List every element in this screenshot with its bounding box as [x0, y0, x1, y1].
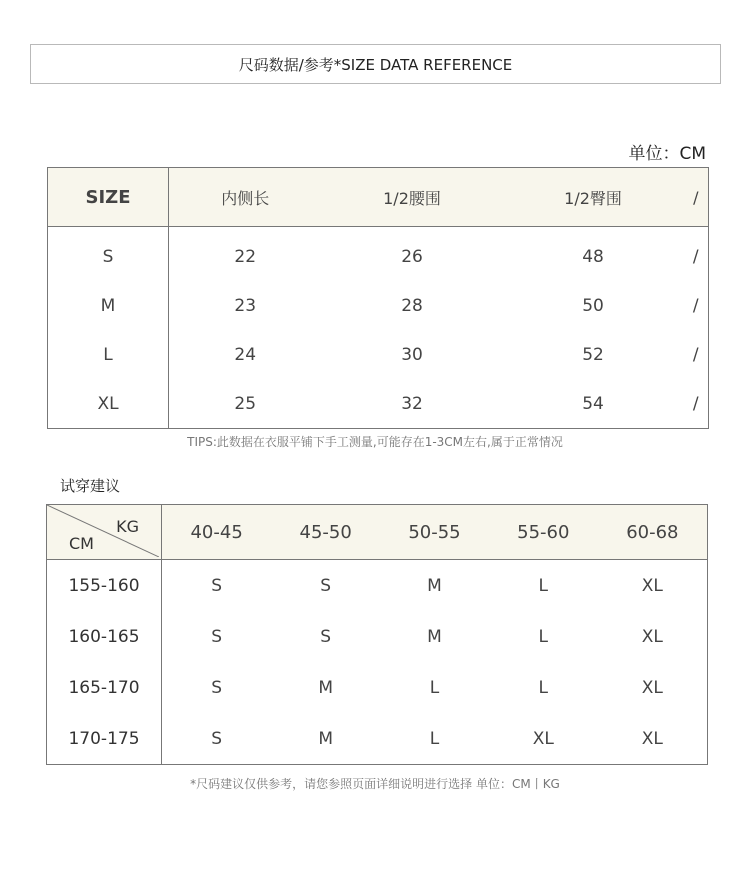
size-header: SIZE [48, 168, 169, 227]
size-cell: M [48, 281, 169, 330]
suggested-size-cell: L [429, 728, 440, 749]
suggested-size-cell: M [427, 626, 442, 647]
half-waist-header: 1/2腰围 [322, 168, 503, 227]
half-hip-header: 1/2臀围 [503, 168, 684, 227]
blank-cell: / [692, 393, 699, 414]
half-waist-cell: 30 [401, 344, 423, 365]
suggested-size-cell: L [429, 677, 440, 698]
suggested-size-cell: S [211, 626, 223, 647]
table-row [48, 281, 709, 330]
suggested-size-cell: XL [641, 626, 663, 647]
size-data-table [47, 167, 709, 429]
size-table-header-row [48, 168, 709, 227]
height-range-cell: 160-165 [47, 611, 162, 662]
suggested-size-cell: XL [641, 677, 663, 698]
height-range-cell: 165-170 [47, 662, 162, 713]
suggested-size-cell: S [320, 575, 332, 596]
suggested-size-cell: M [318, 728, 334, 749]
unit-label: 单位：CM [628, 144, 706, 164]
inseam-header: 内侧长 [169, 168, 322, 227]
suggested-size-cell: S [320, 626, 332, 647]
table-row [47, 560, 708, 612]
weight-range-header: 50-55 [380, 505, 489, 560]
half-waist-cell: 28 [401, 295, 423, 316]
blank-cell: / [692, 246, 699, 267]
corner-header-cell [47, 505, 162, 560]
suggested-size-cell: M [427, 575, 442, 596]
suggested-size-cell: S [211, 728, 223, 749]
table-row [47, 611, 708, 662]
weight-range-header: 40-45 [162, 505, 272, 560]
inseam-cell: 23 [234, 295, 257, 316]
height-range-cell: 155-160 [47, 560, 162, 612]
table-row [48, 227, 709, 282]
blank-header: / [684, 168, 709, 227]
inseam-cell: 24 [234, 344, 257, 365]
size-cell: L [48, 330, 169, 379]
weight-axis-label: KG [116, 517, 139, 536]
measurement-tips: TIPS:此数据在衣服平铺下手工测量,可能存在1-3CM左右,属于正常情况 [187, 435, 563, 449]
size-cell: XL [48, 379, 169, 429]
blank-cell: / [692, 344, 699, 365]
inseam-cell: 25 [234, 393, 257, 414]
table-row [48, 379, 709, 429]
suggested-size-cell: L [538, 575, 549, 596]
suggested-size-cell: XL [532, 728, 554, 749]
blank-cell: / [692, 295, 699, 316]
fitting-table-header-row [47, 505, 708, 560]
table-row [48, 330, 709, 379]
suggested-size-cell: XL [641, 728, 663, 749]
suggested-size-cell: L [538, 677, 549, 698]
suggested-size-cell: L [538, 626, 549, 647]
half-waist-cell: 32 [401, 393, 423, 414]
weight-range-header: 45-50 [271, 505, 380, 560]
size-cell: S [48, 227, 169, 282]
table-row [47, 662, 708, 713]
diagonal-divider [47, 505, 159, 557]
fitting-suggestion-table [46, 504, 708, 765]
page-title [30, 44, 721, 84]
half-hip-cell: 50 [582, 295, 604, 316]
height-axis-label: CM [69, 534, 94, 553]
suggested-size-cell: S [211, 575, 223, 596]
half-waist-cell: 26 [401, 246, 423, 267]
weight-range-header: 55-60 [489, 505, 598, 560]
inseam-cell: 22 [234, 246, 257, 267]
suggested-size-cell: S [211, 677, 223, 698]
suggested-size-cell: M [318, 677, 334, 698]
half-hip-cell: 54 [582, 393, 604, 414]
table-row [47, 713, 708, 765]
half-hip-cell: 52 [582, 344, 604, 365]
fitting-footnote: *尺码建议仅供参考，请您参照页面详细说明进行选择 单位：CM丨KG [190, 777, 560, 791]
page-title-text: 尺码数据/参考*SIZE DATA REFERENCE [238, 55, 513, 74]
half-hip-cell: 48 [582, 246, 604, 267]
weight-range-header: 60-68 [598, 505, 708, 560]
fitting-suggestion-title: 试穿建议 [60, 477, 121, 495]
suggested-size-cell: XL [641, 575, 663, 596]
height-range-cell: 170-175 [47, 713, 162, 765]
